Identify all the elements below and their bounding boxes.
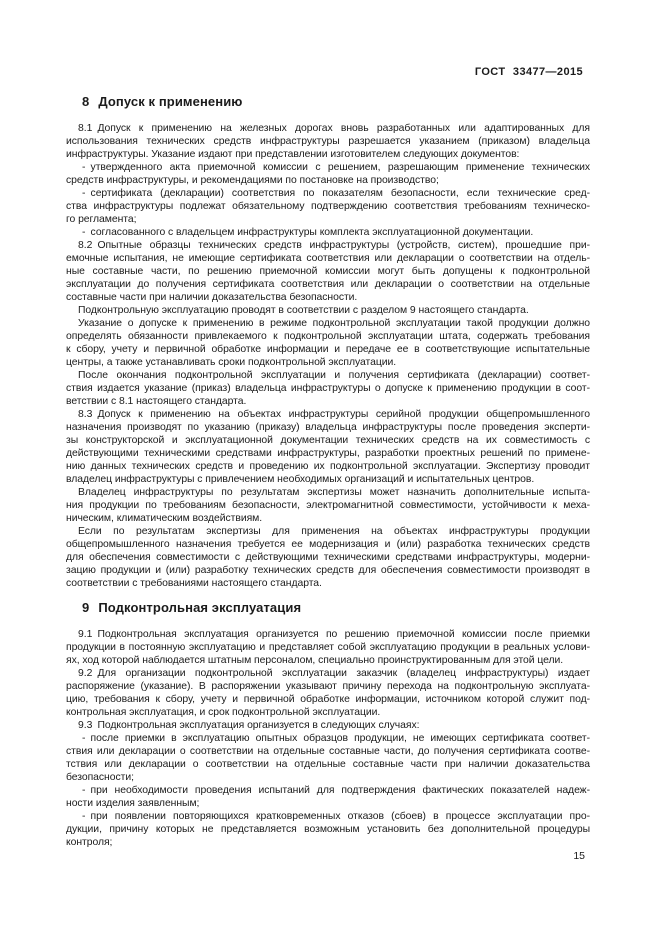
paragraph: [66, 317, 590, 369]
text-line: контрольная эксплуатация, и срок подконтрольной эксплуатации.: [66, 707, 381, 718]
section-title: Подконтрольная эксплуатация: [98, 600, 302, 615]
text-line: емочные испытания, не имеющие сертификата соответствия или декларации о соответствии на отдель-: [66, 253, 590, 264]
section-title: Допуск к применению: [98, 94, 243, 109]
paragraph: [66, 486, 590, 525]
section-heading: [82, 601, 590, 615]
text-line: 9.2 Для организации подконтрольной эксплуатации заказчик (владелец инфраструктуры) издает: [78, 668, 590, 679]
text-line: После окончания подконтрольной эксплуатации и получения сертификата (декларации) соответ-: [78, 370, 590, 381]
text-line: зацию продукции и (или) разработку технических средств для обеспечения совместимости производят в: [66, 565, 590, 576]
text-line: для обеспечения совместимости с действующими техническими средствами инфраструктуры, модерни-: [66, 552, 590, 563]
text-line: эксплуатации до получения сертификата соответствия или декларации о соответствии на отдельные: [66, 279, 590, 290]
text-line: инфраструктуры. Указание издают при представлении изготовителем следующих документов:: [66, 149, 520, 160]
text-line: Подконтрольную эксплуатацию проводят в соответствии с разделом 9 настоящего стандарта.: [78, 305, 529, 316]
text-line: ния продукции по требованиям безопасности, электромагнитной совместимости, устойчивости к меха-: [66, 500, 590, 511]
text-line: - согласованного с владельцем инфраструктуры комплекта эксплуатационной документации.: [82, 227, 534, 238]
document-content: [66, 95, 590, 849]
paragraph: [66, 628, 590, 667]
text-line: дукции, причину которых не представляется возможным установить без дополнительной процедуры: [66, 824, 590, 835]
text-line: ническим, климатическим воздействиям.: [66, 513, 263, 524]
text-line: назначения производят по указанию (приказу) владельца инфраструктуры после проведения эксперти-: [66, 422, 590, 433]
text-line: ветствии с 8.1 настоящего стандарта.: [66, 396, 247, 407]
list-item: [66, 161, 590, 187]
text-line: 8.2 Опытные образцы технических средств инфраструктуры (устройств, систем), прошедшие при-: [78, 240, 590, 251]
paragraph: [66, 667, 590, 719]
text-line: распоряжение (указание). В распоряжении указывают причину перехода на подконтрольную эксплуата-: [66, 681, 590, 692]
text-line: ях, ход которой наблюдается штатным персоналом, специально проинструктированным для этой цели.: [66, 655, 564, 666]
text-line: 8.1 Допуск к применению на железных дорогах вновь разработанных или адаптированных для: [78, 123, 590, 134]
page-number: 15: [573, 850, 585, 862]
text-line: безопасности;: [66, 772, 134, 783]
text-line: Указание о допуске к применению в режиме подконтрольной эксплуатации такой продукции должно: [78, 318, 590, 329]
text-line: - утвержденного акта приемочной комиссии с решением, разрешающим применение технических: [82, 162, 590, 173]
text-line: соответствии с требованиями настоящего стандарта.: [66, 578, 322, 589]
document-header: ГОСТ 33477—2015: [474, 66, 583, 78]
text-line: продукции в постоянную эксплуатацию и представляет собой эксплуатацию продукции в реальных услови-: [66, 642, 590, 653]
text-line: - после приемки в эксплуатацию опытных образцов продукции, не имеющих сертификата соответ-: [82, 733, 590, 744]
text-line: - при появлении повторяющихся кратковременных отказов (сбоев) в процессе эксплуатации про-: [82, 811, 590, 822]
text-line: контроля;: [66, 837, 113, 848]
paragraph: [66, 122, 590, 161]
text-line: ствия издается указание (приказ) владельца инфраструктуры о допуске к применению продукции в соот-: [66, 383, 590, 394]
text-line: владелец инфраструктуры с привлечением необходимых организаций и испытательных центров.: [66, 474, 535, 485]
text-line: зы конструкторской и эксплуатационной документации технических средств на их совместимость с: [66, 435, 590, 446]
paragraph: [66, 239, 590, 304]
text-line: действующими техническими средствами инфраструктуры, разработки проектных решений по примене-: [66, 448, 590, 459]
text-line: ные составные части, по решению приемочной комиссии могут быть допущены к подконтрольной: [66, 266, 590, 277]
text-line: 9.1 Подконтрольная эксплуатация организуется по решению приемочной комиссии после приемки: [78, 629, 590, 640]
text-line: определять обязанности привлекаемого к подконтрольной эксплуатации штата, содержать требования: [66, 331, 590, 342]
text-line: к сбору, учету и первичной обработке информации и передаче ее в соответствующие испытательные: [66, 344, 590, 355]
list-item: [66, 810, 590, 849]
text-line: тствия или декларации о соответствии на отдельные составные части при наличии доказательства: [66, 759, 590, 770]
list-item: [66, 226, 590, 239]
list-item: [66, 187, 590, 226]
paragraph: [66, 369, 590, 408]
list-item: [66, 732, 590, 784]
text-line: средств инфраструктуры, и рекомендациями по постановке на производство;: [66, 175, 439, 186]
text-line: цию, требования к сбору, учету и первичной обработке информации, источником которой служит под-: [66, 694, 590, 705]
paragraph: [66, 408, 590, 486]
text-line: нию данных технических средств и проведению их подконтрольной эксплуатации. Экспертизу проводит: [66, 461, 590, 472]
text-line: Если по результатам экспертизы для применения на объектах инфраструктуры продукции: [78, 526, 590, 537]
text-line: составные части при наличии доказательства безопасности.: [66, 292, 358, 303]
section-number: 8: [82, 94, 90, 109]
text-line: использования технических средств инфраструктуры разрешается указанием (приказом) владельца: [66, 136, 590, 147]
text-line: 8.3 Допуск к применению на объектах инфраструктуры серийной продукции общепромышленного: [78, 409, 590, 420]
paragraph: [66, 525, 590, 590]
text-line: центры, а также устанавливать сроки подконтрольной эксплуатации.: [66, 357, 397, 368]
text-line: общепромышленного назначения требуется ее модернизация и (или) разработка технических средств: [66, 539, 590, 550]
text-line: - сертификата (декларации) соответствия по показателям безопасности, если технические сред-: [82, 188, 590, 199]
section-number: 9: [82, 600, 90, 615]
paragraph: [66, 719, 590, 732]
text-line: Владелец инфраструктуры по результатам экспертизы может назначить дополнительные испыта-: [78, 487, 590, 498]
text-line: - при необходимости проведения испытаний для подтверждения фактических показателей надеж-: [82, 785, 590, 796]
text-line: ствия или декларации о соответствии на отдельные составные части, до получения сертификата соотве-: [66, 746, 590, 757]
text-line: 9.3 Подконтрольная эксплуатация организуется в следующих случаях:: [78, 720, 420, 731]
text-line: го регламента;: [66, 214, 137, 225]
text-line: ства инфраструктуры подлежат обязательному подтверждению соответствия требованиям техническо-: [66, 201, 590, 212]
text-line: ности изделия заявленным;: [66, 798, 200, 809]
section-heading: [82, 95, 590, 109]
list-item: [66, 784, 590, 810]
paragraph: [66, 304, 590, 317]
